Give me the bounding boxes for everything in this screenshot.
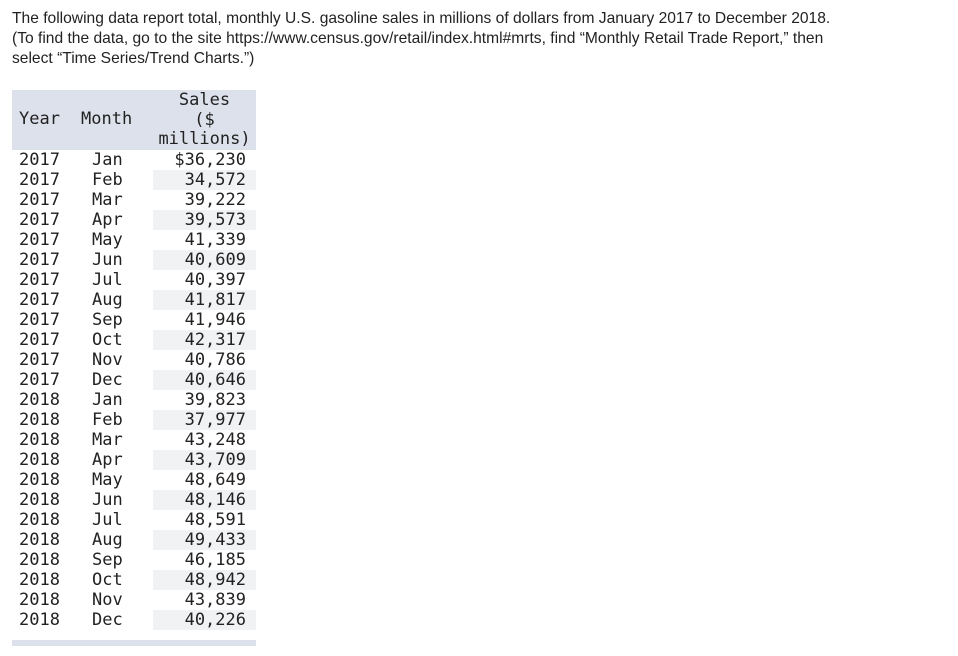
table-row — [12, 610, 256, 630]
cell-sales: 43,248 — [153, 430, 256, 450]
table-body — [12, 150, 256, 630]
cell-year: 2018 — [12, 510, 79, 530]
table-row — [12, 350, 256, 370]
table-row — [12, 210, 256, 230]
cell-year: 2018 — [12, 430, 79, 450]
cell-month: Jun — [79, 490, 153, 510]
cell-year: 2017 — [12, 310, 79, 330]
table-row — [12, 490, 256, 510]
cell-sales: 39,222 — [153, 190, 256, 210]
cell-sales: 40,397 — [153, 270, 256, 290]
table-row — [12, 570, 256, 590]
table-row — [12, 370, 256, 390]
cell-month: Jan — [79, 150, 153, 170]
cell-year: 2017 — [12, 250, 79, 270]
cell-year: 2018 — [12, 530, 79, 550]
header-row — [12, 90, 256, 150]
header-month: Month — [79, 90, 153, 150]
cell-year: 2018 — [12, 390, 79, 410]
cell-year: 2017 — [12, 210, 79, 230]
cell-sales: 37,977 — [153, 410, 256, 430]
cell-year: 2017 — [12, 290, 79, 310]
cell-month: Apr — [79, 210, 153, 230]
table-row — [12, 290, 256, 310]
cell-year: 2017 — [12, 350, 79, 370]
cell-month: Aug — [79, 290, 153, 310]
cell-month: Sep — [79, 310, 153, 330]
table-row — [12, 330, 256, 350]
cell-month: Nov — [79, 350, 153, 370]
table-row — [12, 250, 256, 270]
cell-month: Jul — [79, 510, 153, 530]
cell-sales: 49,433 — [153, 530, 256, 550]
sales-table — [12, 90, 256, 630]
cell-year: 2017 — [12, 190, 79, 210]
table-row — [12, 310, 256, 330]
cell-sales: 40,226 — [153, 610, 256, 630]
cell-month: Mar — [79, 190, 153, 210]
cell-month: Nov — [79, 590, 153, 610]
cell-month: Oct — [79, 330, 153, 350]
cell-month: Sep — [79, 550, 153, 570]
cell-year: 2017 — [12, 330, 79, 350]
table-row — [12, 190, 256, 210]
header-year: Year — [12, 90, 79, 150]
cell-year: 2018 — [12, 610, 79, 630]
table-row — [12, 510, 256, 530]
cell-month: Jul — [79, 270, 153, 290]
cell-sales: 43,709 — [153, 450, 256, 470]
cell-sales: 34,572 — [153, 170, 256, 190]
cell-year: 2017 — [12, 370, 79, 390]
table-row — [12, 230, 256, 250]
intro-line-1: The following data report total, monthly U.S. gasoline sales in millions of dollars from January 2017 to December 2018. — [12, 10, 831, 27]
cell-year: 2017 — [12, 270, 79, 290]
cell-month: May — [79, 230, 153, 250]
cell-year: 2018 — [12, 450, 79, 470]
intro-text — [12, 9, 948, 69]
cell-month: Feb — [79, 410, 153, 430]
cell-sales: 46,185 — [153, 550, 256, 570]
cell-month: Jan — [79, 390, 153, 410]
cell-sales: 41,339 — [153, 230, 256, 250]
cell-sales: 41,946 — [153, 310, 256, 330]
cell-year: 2018 — [12, 470, 79, 490]
cell-year: 2017 — [12, 150, 79, 170]
table-row — [12, 530, 256, 550]
cell-year: 2017 — [12, 230, 79, 250]
cell-sales: 43,839 — [153, 590, 256, 610]
cell-month: May — [79, 470, 153, 490]
table-row — [12, 550, 256, 570]
table-row — [12, 270, 256, 290]
header-sales-line-3: millions) — [158, 129, 251, 149]
intro-line-2: (To find the data, go to the site https://www.census.gov/retail/index.html#mrts, find “Monthly Retail Trade Report,” then — [12, 30, 824, 47]
cell-year: 2018 — [12, 410, 79, 430]
cell-sales: 48,591 — [153, 510, 256, 530]
intro-line-3: select “Time Series/Trend Charts.”) — [12, 50, 255, 67]
table-row — [12, 410, 256, 430]
sales-table-container — [12, 90, 256, 646]
cell-month: Oct — [79, 570, 153, 590]
cell-sales: 39,823 — [153, 390, 256, 410]
table-row — [12, 450, 256, 470]
header-sales-line-1: Sales — [178, 90, 231, 110]
header-sales — [153, 90, 256, 150]
cell-sales: 48,942 — [153, 570, 256, 590]
cell-sales: 40,646 — [153, 370, 256, 390]
header-sales-line-2: ($ — [194, 109, 215, 130]
cell-sales: 41,817 — [153, 290, 256, 310]
table-row — [12, 170, 256, 190]
cell-sales: 48,649 — [153, 470, 256, 490]
table-row — [12, 470, 256, 490]
table-row — [12, 590, 256, 610]
cell-sales: 48,146 — [153, 490, 256, 510]
table-footer-bar — [12, 640, 256, 646]
cell-month: Aug — [79, 530, 153, 550]
cell-sales: 42,317 — [153, 330, 256, 350]
cell-year: 2018 — [12, 590, 79, 610]
table-row — [12, 150, 256, 170]
cell-sales: 39,573 — [153, 210, 256, 230]
cell-year: 2018 — [12, 490, 79, 510]
cell-month: Apr — [79, 450, 153, 470]
cell-year: 2018 — [12, 570, 79, 590]
cell-month: Jun — [79, 250, 153, 270]
table-header — [12, 90, 256, 150]
cell-month: Dec — [79, 370, 153, 390]
table-row — [12, 430, 256, 450]
cell-year: 2018 — [12, 550, 79, 570]
cell-sales: 40,786 — [153, 350, 256, 370]
cell-month: Mar — [79, 430, 153, 450]
cell-sales: 40,609 — [153, 250, 256, 270]
cell-sales: $36,230 — [153, 150, 256, 170]
cell-year: 2017 — [12, 170, 79, 190]
table-row — [12, 390, 256, 410]
cell-month: Dec — [79, 610, 153, 630]
cell-month: Feb — [79, 170, 153, 190]
